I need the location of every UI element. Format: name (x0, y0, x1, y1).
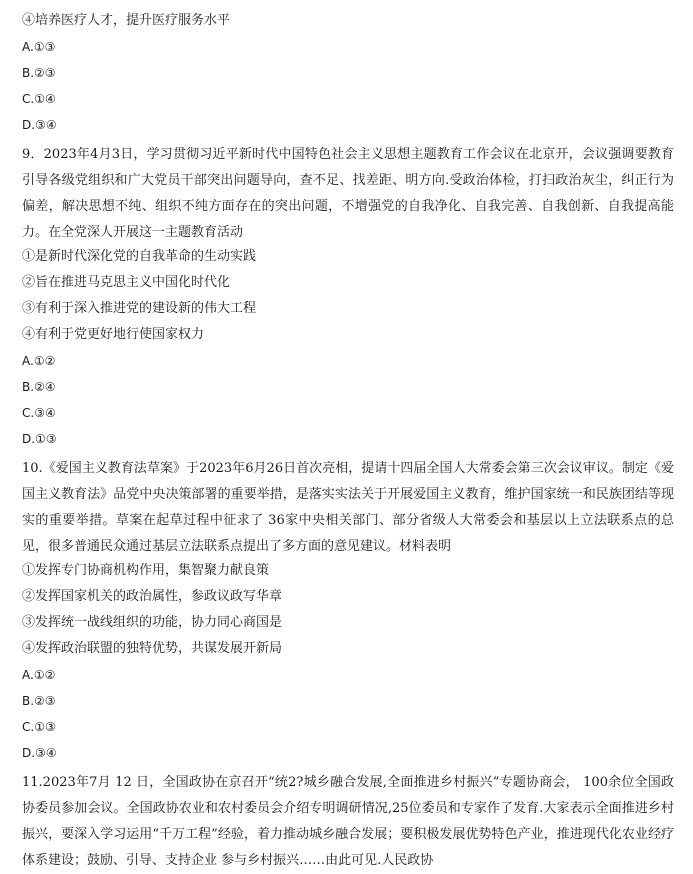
q9-option-a: A.①② (22, 354, 56, 368)
q10-option-d: D.③④ (22, 746, 57, 760)
q8-option-d: D.③④ (22, 118, 57, 132)
q10-item-1: ①发挥专门协商机构作用，集智聚力献良策 (22, 563, 270, 578)
q8-option-b: B.②③ (22, 66, 56, 80)
q10-option-c: C.①③ (22, 720, 56, 734)
q10-option-a: A.①② (22, 668, 56, 682)
q10-item-4: ④发挥政治联盟的独特优势，共谋发展开新局 (22, 641, 283, 656)
q10-item-3: ③发挥统一战线组织的功能，协力同心商国是 (22, 615, 283, 630)
q9-stem: 9．2023年4月3日，学习贯彻习近平新时代中国特色社会主义思想主题教育工作会议在北京开，会议强调要教育引导各级党组织和广大党员干部突出问题导向，查不足、找差距、明方向.受政治体检，打扫政治灰尘，纠正行为偏差，解决思想不纯、组织不纯方面存在的突出问题，不增强党的自我净化、自我完善、自我创新、自我提高能力。在全党深人开展这一主题教育活动 (22, 147, 674, 240)
q9-item-2: ②旨在推进马克思主义中国化时代化 (22, 275, 231, 290)
q9-item-4: ④有利于党更好地行使国家权力 (22, 327, 205, 342)
q8-option-c: C.①④ (22, 92, 56, 106)
q9-item-1: ①是新时代深化党的自我革命的生动实践 (22, 249, 257, 264)
q10-item-2: ②发挥国家机关的政治属性，参政议政写华章 (22, 589, 283, 604)
q9-option-c: C.③④ (22, 406, 56, 420)
q8-item-4: ④培养医疗人才，提升医疗服务水平 (22, 13, 231, 28)
q9-option-b: B.②④ (22, 380, 56, 394)
q9-option-d: D.①③ (22, 432, 57, 446)
q9-item-3: ③有利于深入推进党的建设新的伟大工程 (22, 301, 257, 316)
exam-page (22, 10, 674, 874)
q10-stem: 10.《爱国主义教育法草案》于2023年6月26日首次亮相，提请十四届全国人大常委会第三次会议审议。制定《爱国主义教育法》品党中央决策部署的重要举措，是落实实法关于开展爱国主义教育，维护国家统一和民族团结等现实的重要举措。草案在起草过程中征求了 36家中央相关部门、部分省级人大常委会和基层以上立法联系点的总见，很多普通民众通过基层立法联系点提出了多方面的意见建议。材料表明 (22, 461, 674, 554)
q11-stem: 11.2023年7月 12 日，全国政协在京召开“统2?城乡融合发展,全面推进乡村振兴”专题协商会， 100余位全国政协委员参加会议。全国政协农业和农村委员会介绍专明调研情况,25位委员和专家作了发育.大家表示全面推进乡村振兴，要深入学习运用“千万工程”经验，着力推动城乡融合发展；要积极发展优势特色产业，推进现代化农业经疗体系建设；鼓励、引导、支持企业 参与乡村振兴……由此可见.人民政协 (22, 775, 674, 868)
q10-option-b: B.②③ (22, 694, 56, 708)
q8-option-a: A.①③ (22, 40, 56, 54)
